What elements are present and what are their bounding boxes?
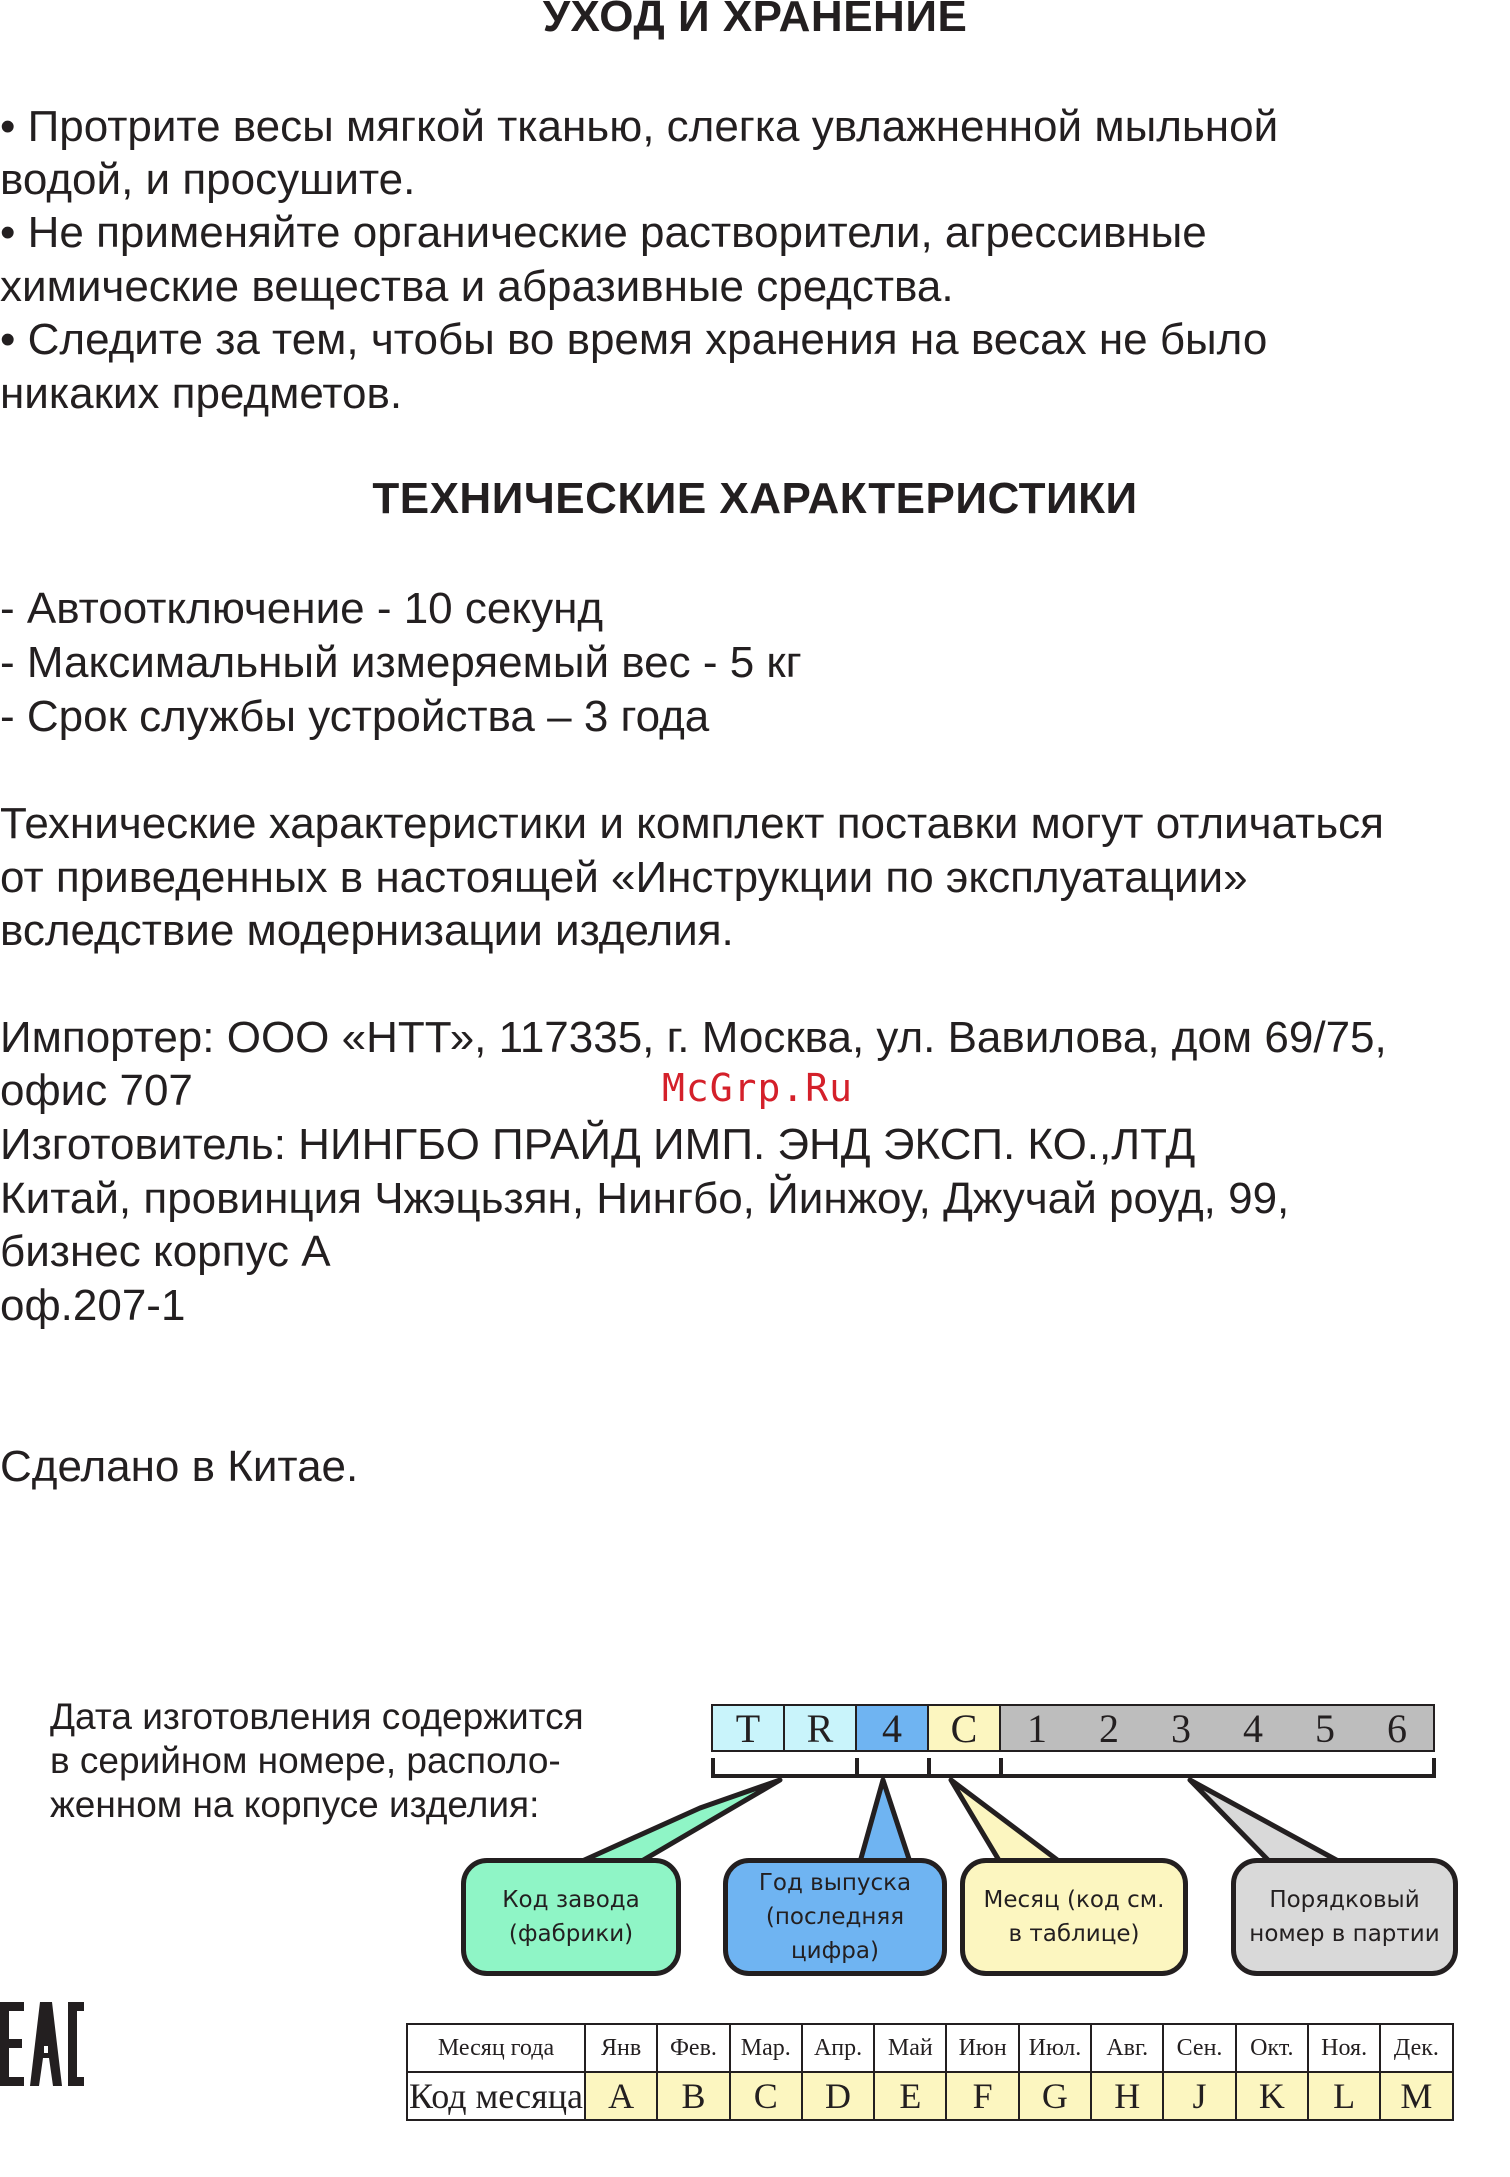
callout-serial: Порядковый номер в партии [1231,1858,1458,1976]
manufacturer-line-2: Китай, провинция Чжэцьзян, Нингбо, Йинжоу, Джучай роуд, 99, [0,1174,1290,1223]
importer-line-2: офис 707 [0,1066,193,1115]
callout-factory: Код завода (фабрики) [461,1858,681,1976]
month-name: Окт. [1236,2024,1308,2072]
spec-item-1: - Автоотключение - 10 секунд [0,584,604,633]
month-name: Сен. [1163,2024,1235,2072]
month-code: M [1380,2072,1452,2120]
month-name: Фев. [657,2024,729,2072]
spec-item-3: - Срок службы устройства – 3 года [0,692,710,741]
spec-note-3: вследствие модернизации изделия. [0,906,734,955]
serial-char-3: 4 [857,1706,929,1750]
month-name: Июл. [1019,2024,1091,2072]
manufacturer-line-4: оф.207-1 [0,1281,186,1330]
month-name: Дек. [1380,2024,1452,2072]
factory-pointer [580,1780,780,1862]
serial-char-1: T [713,1706,785,1750]
codes-row [407,2072,1453,2120]
importer-line-1: Импортер: ООО «НТТ», 117335, г. Москва, ул. Вавилова, дом 69/75, [0,1013,1387,1062]
month-name: Май [874,2024,946,2072]
made-in: Сделано в Китае. [0,1442,359,1491]
month-code: C [730,2072,802,2120]
month-code: G [1019,2072,1091,2120]
callout-month: Месяц (код см. в таблице) [960,1858,1188,1976]
month-pointer [951,1780,1060,1862]
month-code: E [874,2072,946,2120]
date-label-line-1: Дата изготовления содержится [50,1696,584,1737]
care-line-6: никаких предметов. [0,369,403,418]
care-line-4: химические вещества и абразивные средства. [0,262,954,311]
spec-note-2: от приведенных в настоящей «Инструкции по эксплуатации» [0,853,1248,902]
month-code: K [1236,2072,1308,2120]
watermark: McGrp.Ru [662,1066,854,1110]
care-title: УХОД И ХРАНЕНИЕ [542,0,968,41]
serial-pointer [1190,1780,1340,1862]
month-code: D [802,2072,874,2120]
month-name: Авг. [1091,2024,1163,2072]
month-name: Янв [585,2024,657,2072]
manufacturer-line-3: бизнес корпус А [0,1227,331,1276]
specs-title: ТЕХНИЧЕСКИЕ ХАРАКТЕРИСТИКИ [372,474,1138,523]
month-code: A [585,2072,657,2120]
serial-char-2: R [785,1706,857,1750]
month-code: H [1091,2072,1163,2120]
month-name: Мар. [730,2024,802,2072]
month-name: Ноя. [1308,2024,1380,2072]
care-line-2: водой, и просушите. [0,155,416,204]
months-row-head: Месяц года [407,2024,585,2072]
care-line-1: • Протрите весы мягкой тканью, слегка увлажненной мыльной [0,102,1279,151]
serial-char-9: 5 [1289,1706,1361,1750]
month-name: Апр. [802,2024,874,2072]
serial-char-10: 6 [1361,1706,1433,1750]
manufacturer-line-1: Изготовитель: НИНГБО ПРАЙД ИМП. ЭНД ЭКСП. КО.,ЛТД [0,1120,1196,1169]
month-code: J [1163,2072,1235,2120]
codes-row-head: Код месяца [407,2072,585,2120]
serial-char-6: 2 [1073,1706,1145,1750]
year-pointer [860,1780,910,1862]
month-code: L [1308,2072,1380,2120]
month-code: F [946,2072,1018,2120]
month-name: Июн [946,2024,1018,2072]
date-label-line-3: женном на корпусе изделия: [50,1784,540,1825]
serial-char-7: 3 [1145,1706,1217,1750]
months-row [407,2024,1453,2072]
months-table [406,2023,1454,2121]
care-line-5: • Следите за тем, чтобы во время хранения на весах не было [0,315,1268,364]
callout-year: Год выпуска (последняя цифра) [723,1858,947,1976]
date-label-line-2: в серийном номере, располо- [50,1740,561,1781]
month-code: B [657,2072,729,2120]
serial-char-8: 4 [1217,1706,1289,1750]
eac-logo [0,2002,84,2086]
serial-char-4: C [929,1706,1001,1750]
spec-item-2: - Максимальный измеряемый вес - 5 кг [0,638,802,687]
care-line-3: • Не применяйте органические растворители, агрессивные [0,208,1207,257]
spec-note-1: Технические характеристики и комплект поставки могут отличаться [0,799,1384,848]
serial-char-5: 1 [1001,1706,1073,1750]
